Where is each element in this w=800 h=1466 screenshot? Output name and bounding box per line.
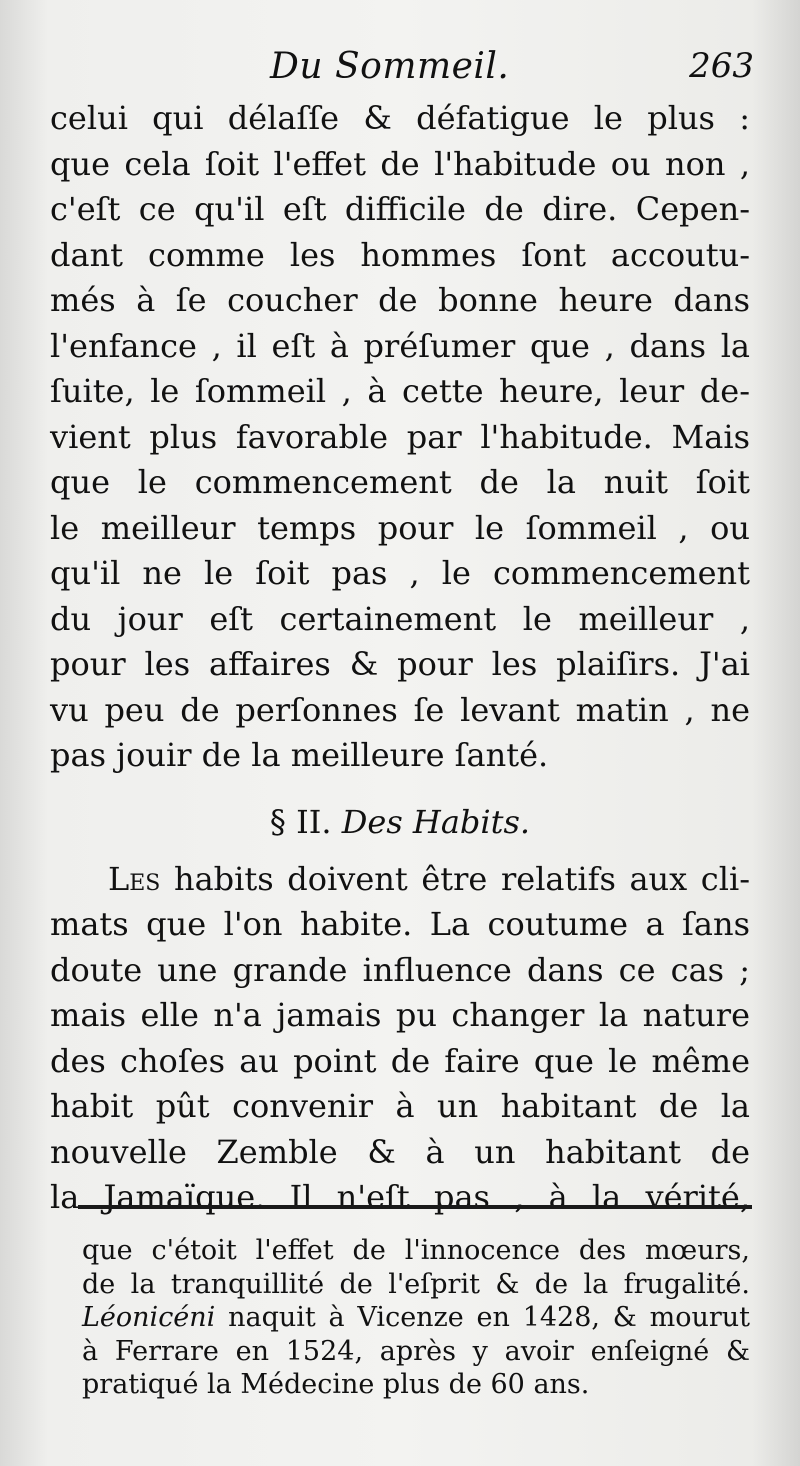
section-heading <box>50 787 750 857</box>
footnote-divider <box>78 1205 752 1209</box>
footnote-line: que c'étoit l'effet de l'innocence des mœurs, <box>82 1235 750 1266</box>
text-line: le meilleur temps pour le ſommeil , ou <box>50 508 750 547</box>
section-title: Des Habits. <box>341 802 531 841</box>
text-line: celui qui délaſſe & défatigue le plus : <box>50 99 750 137</box>
text-line: du jour eſt certainement le meilleur , <box>50 599 750 638</box>
text-line: nouvelle Zemble & à un habitant de <box>50 1132 750 1171</box>
text-line: vu peu de perſonnes ſe levant matin , ne <box>50 690 750 729</box>
text-line: l'enfance , il eſt à préſumer que , dans la <box>50 326 750 365</box>
text-line: més à ſe coucher de bonne heure dans <box>50 281 750 319</box>
footnote-line: pratiqué la Médecine plus de 60 ans. <box>82 1369 590 1400</box>
running-head-title: Du Sommeil. <box>270 46 510 87</box>
text-line: qu'il ne le ſoit pas , le commencement <box>50 554 750 592</box>
text-line: c'eſt ce qu'il eſt difficile de dire. Cepen- <box>50 190 750 228</box>
text-line: ſuite, le ſommeil , à cette heure, leur de- <box>50 372 750 410</box>
footnote-line-name <box>82 1301 750 1335</box>
dropcap-word: Les <box>108 859 161 898</box>
footnote-line: de la tranquillité de l'eſprit & de la frugalité. <box>82 1268 750 1300</box>
body-text <box>50 96 750 1221</box>
section-number: § II. <box>269 802 332 841</box>
text-line: habit pût convenir à un habitant de la <box>50 1087 750 1125</box>
paragraph-clothing <box>50 857 750 1221</box>
text-line: la Jamaïque. Il n'eſt pas , à la vérité, <box>50 1178 750 1216</box>
text-line: dant comme les hommes ſont accoutu- <box>50 235 750 274</box>
text-line: mais elle n'a jamais pu changer la nature <box>50 996 750 1034</box>
text-line: que le commencement de la nuit ſoit <box>50 463 750 501</box>
footnote-line: à Ferrare en 1524, après y avoir enſeigné & <box>82 1335 750 1367</box>
text-line: pas jouir de la meilleure ſanté. <box>50 736 549 774</box>
footnote-text: naquit à Vicenze en 1428, & mourut <box>215 1302 750 1333</box>
paragraph-sleep <box>50 96 750 779</box>
first-line-text: habits doivent être relatifs aux cli- <box>160 859 750 898</box>
text-line: doute une grande influence dans ce cas ; <box>50 950 750 989</box>
footnote <box>82 1234 750 1402</box>
text-line: pour les affaires & pour les plaiſirs. J'ai <box>50 645 750 683</box>
text-line: des choſes au point de faire que le même <box>50 1041 750 1080</box>
page-number: 263 <box>689 46 754 86</box>
text-line-first <box>50 857 750 903</box>
text-line: que cela ſoit l'effet de l'habitude ou non , <box>50 144 750 183</box>
text-line: vient plus favorable par l'habitude. Mais <box>50 417 750 456</box>
person-name: Léonicéni <box>82 1302 216 1333</box>
text-line: mats que l'on habite. La coutume a ſans <box>50 905 750 943</box>
